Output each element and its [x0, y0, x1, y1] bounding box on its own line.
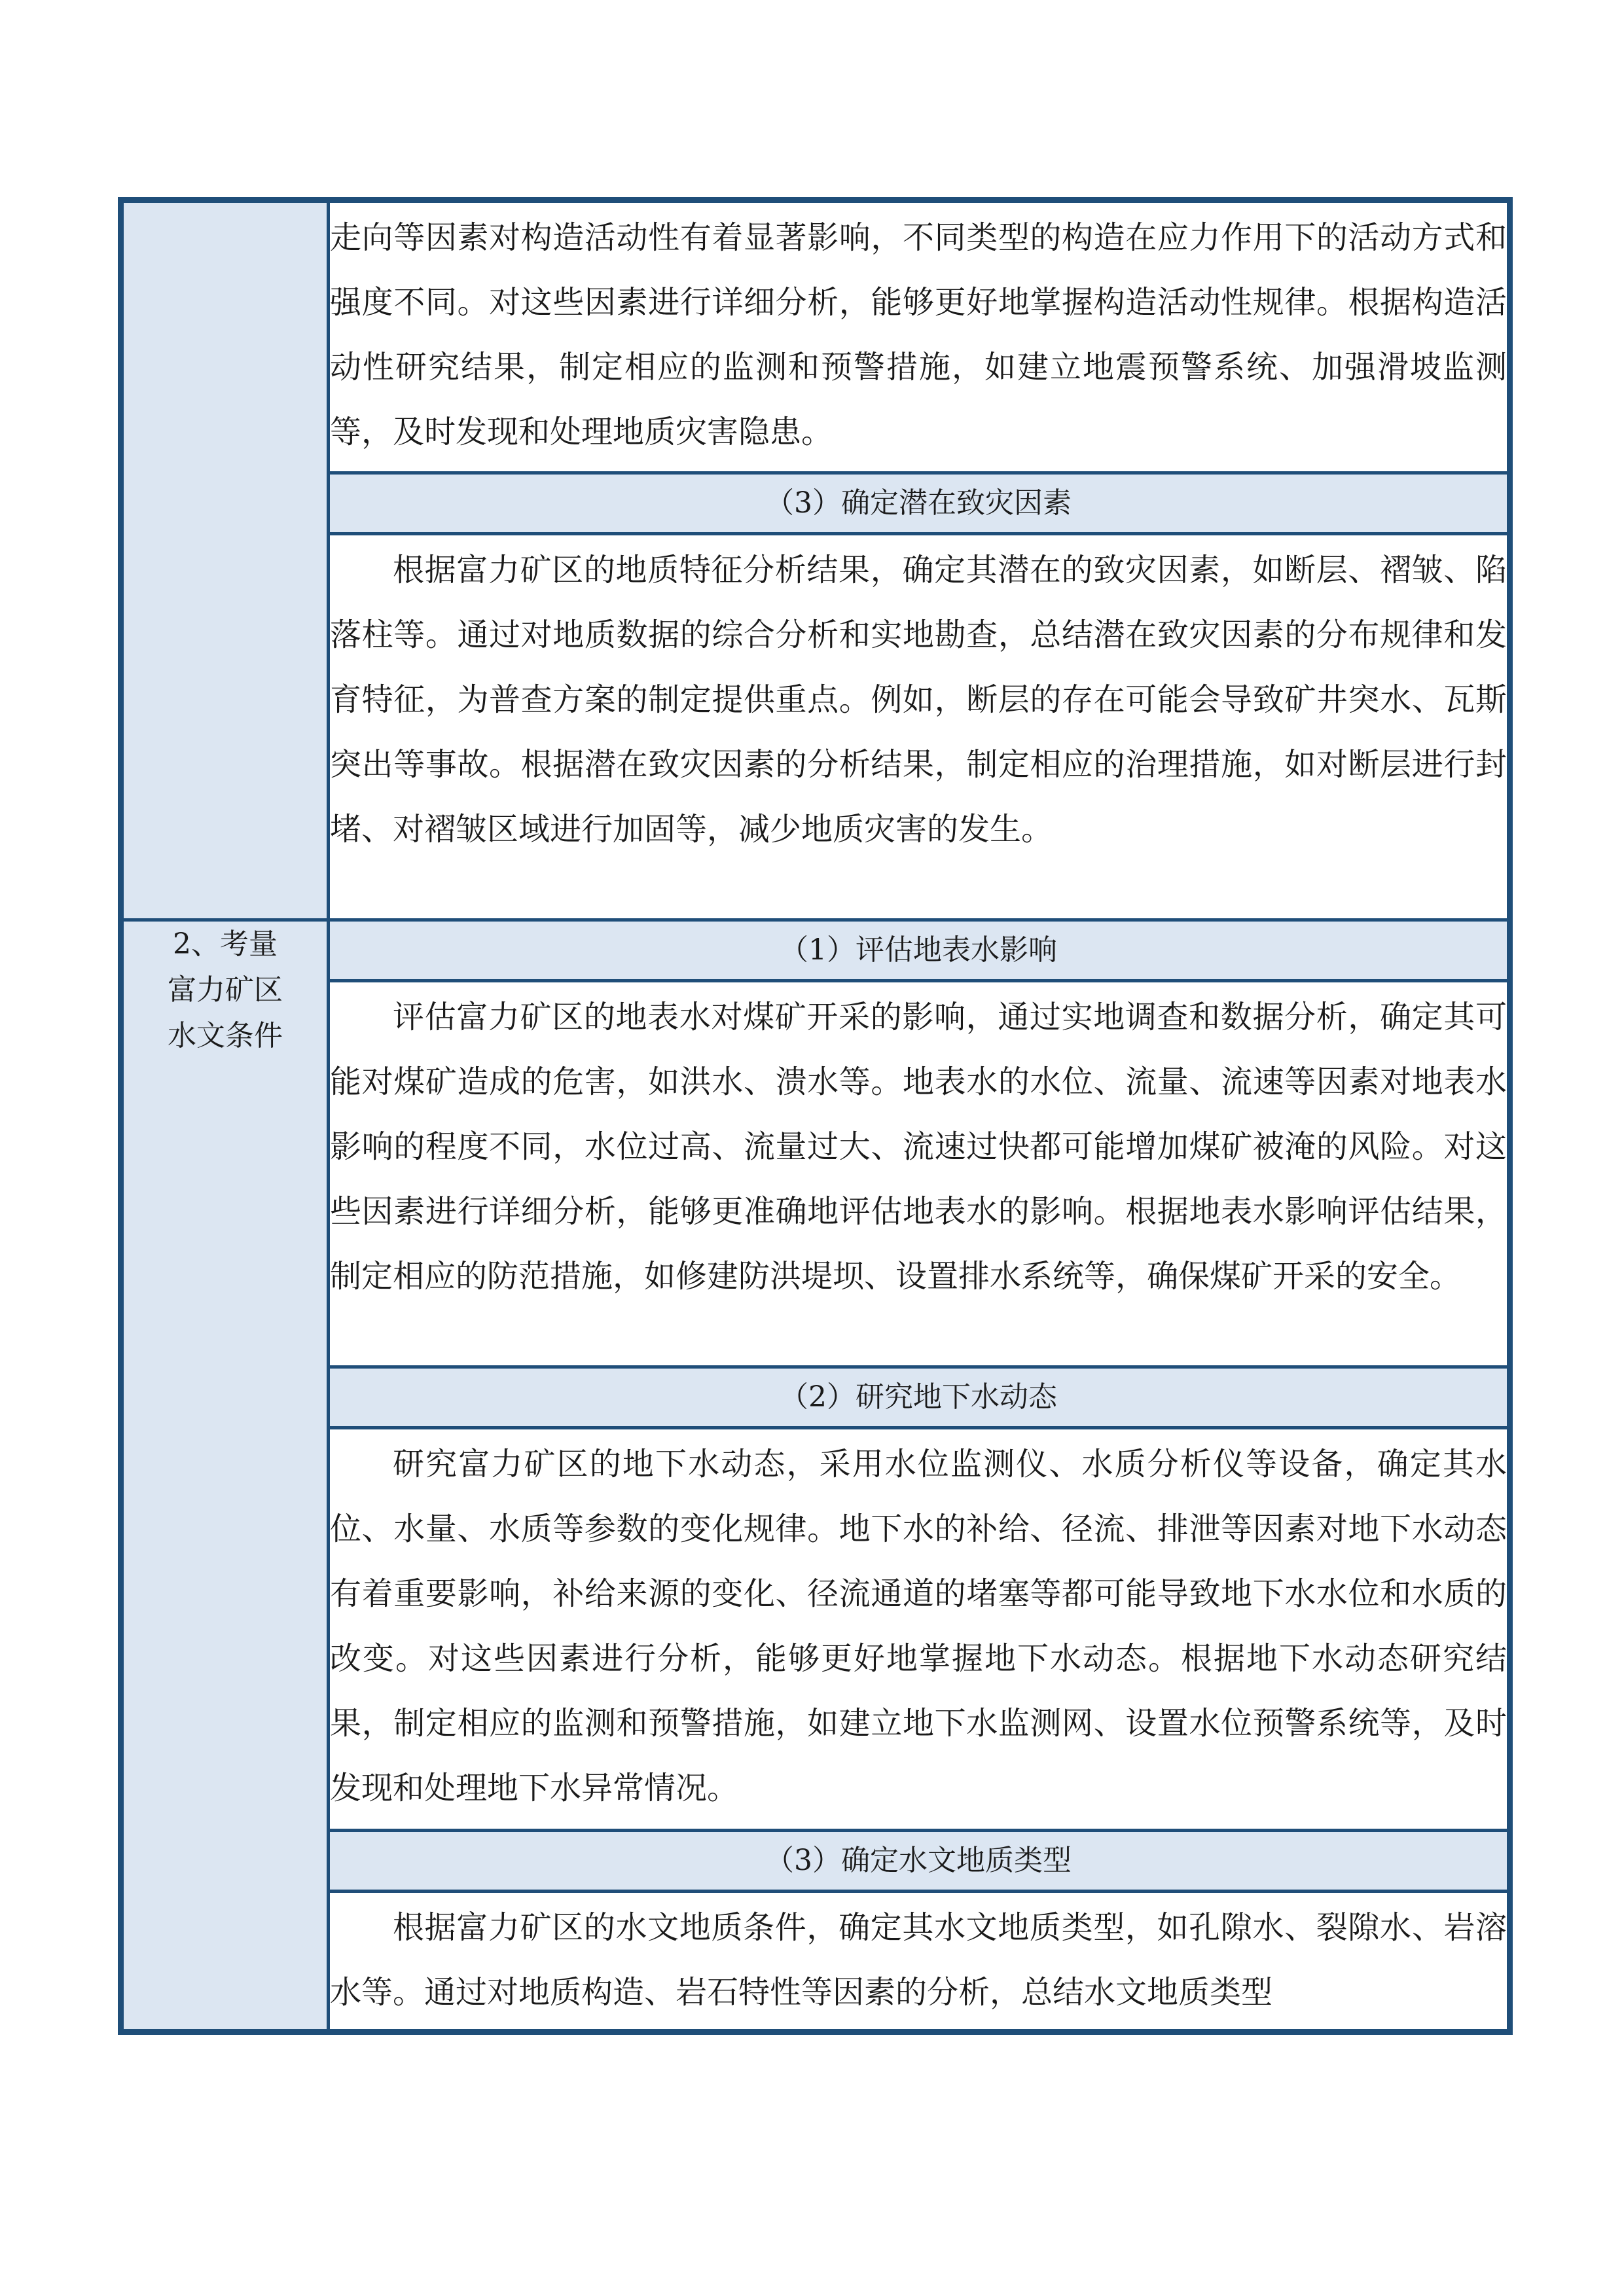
section-2-sub2-body: 研究富力矿区的地下水动态，采用水位监测仪、水质分析仪等设备，确定其水位、水量、水质等参数的变化规律。地下水的补给、径流、排泄等因素对地下水动态有着重要影响，补给来源的变化、径流通道的堵塞等都可能导致地下水水位和水质的改变。对这些因素进行分析，能够更好地掌握地下水动态。根据地下水动态研究结果，制定相应的监测和预警措施，如建立地下水监测网、设置水位预警系统等，及时发现和处理地下水异常情况。	[330, 1446, 1507, 1806]
table-row	[121, 1892, 1510, 2032]
table-row	[121, 920, 1510, 981]
section-2-sub1-body-cell	[329, 981, 1510, 1367]
section-2-label-cell	[121, 920, 329, 2032]
section-2-sub2-body-cell	[329, 1428, 1510, 1831]
section-2-sub2-heading: （2）研究地下水动态	[329, 1367, 1510, 1428]
section-1-sub3-heading: （3）确定潜在致灾因素	[329, 473, 1510, 534]
section-1-sub3-body: 根据富力矿区的地质特征分析结果，确定其潜在的致灾因素，如断层、褶皱、陷落柱等。通过对地质数据的综合分析和实地勘查，总结潜在致灾因素的分布规律和发育特征，为普查方案的制定提供重点。例如，断层的存在可能会导致矿井突水、瓦斯突出等事故。根据潜在致灾因素的分析结果，制定相应的治理措施，如对断层进行封堵、对褶皱区域进行加固等，减少地质灾害的发生。	[330, 552, 1507, 848]
table-row	[121, 473, 1510, 534]
section-2-sub1-body: 评估富力矿区的地表水对煤矿开采的影响，通过实地调查和数据分析，确定其可能对煤矿造成的危害，如洪水、溃水等。地表水的水位、流量、流速等因素对地表水影响的程度不同，水位过高、流量过大、流速过快都可能增加煤矿被淹的风险。对这些因素进行详细分析，能够更准确地评估地表水的影响。根据地表水影响评估结果，制定相应的防范措施，如修建防洪堤坝、设置排水系统等，确保煤矿开采的安全。	[330, 999, 1507, 1295]
section-1-continued-cell	[329, 200, 1510, 473]
table-row	[121, 200, 1510, 473]
section-2-sub3-body: 根据富力矿区的水文地质条件，确定其水文地质类型，如孔隙水、裂隙水、岩溶水等。通过对地质构造、岩石特性等因素的分析，总结水文地质类型	[330, 1909, 1507, 2011]
table-row	[121, 1831, 1510, 1892]
table-row	[121, 1367, 1510, 1428]
section-2-sub3-heading: （3）确定水文地质类型	[329, 1831, 1510, 1892]
table-row	[121, 1428, 1510, 1831]
section-2-sub1-heading: （1）评估地表水影响	[329, 920, 1510, 981]
section-1-continued-text: 走向等因素对构造活动性有着显著影响，不同类型的构造在应力作用下的活动方式和强度不同。对这些因素进行详细分析，能够更好地掌握构造活动性规律。根据构造活动性研究结果，制定相应的监测和预警措施，如建立地震预警系统、加强滑坡监测等，及时发现和处理地质灾害隐患。	[330, 219, 1507, 450]
document-table	[118, 197, 1513, 2035]
section-2-sub3-body-cell	[329, 1892, 1510, 2032]
section-1-sub3-body-cell	[329, 534, 1510, 920]
table-row	[121, 981, 1510, 1367]
table-row	[121, 534, 1510, 920]
section-2-label: 2、考量富力矿区水文条件	[168, 927, 283, 1052]
section-1-label-cell	[121, 200, 329, 920]
